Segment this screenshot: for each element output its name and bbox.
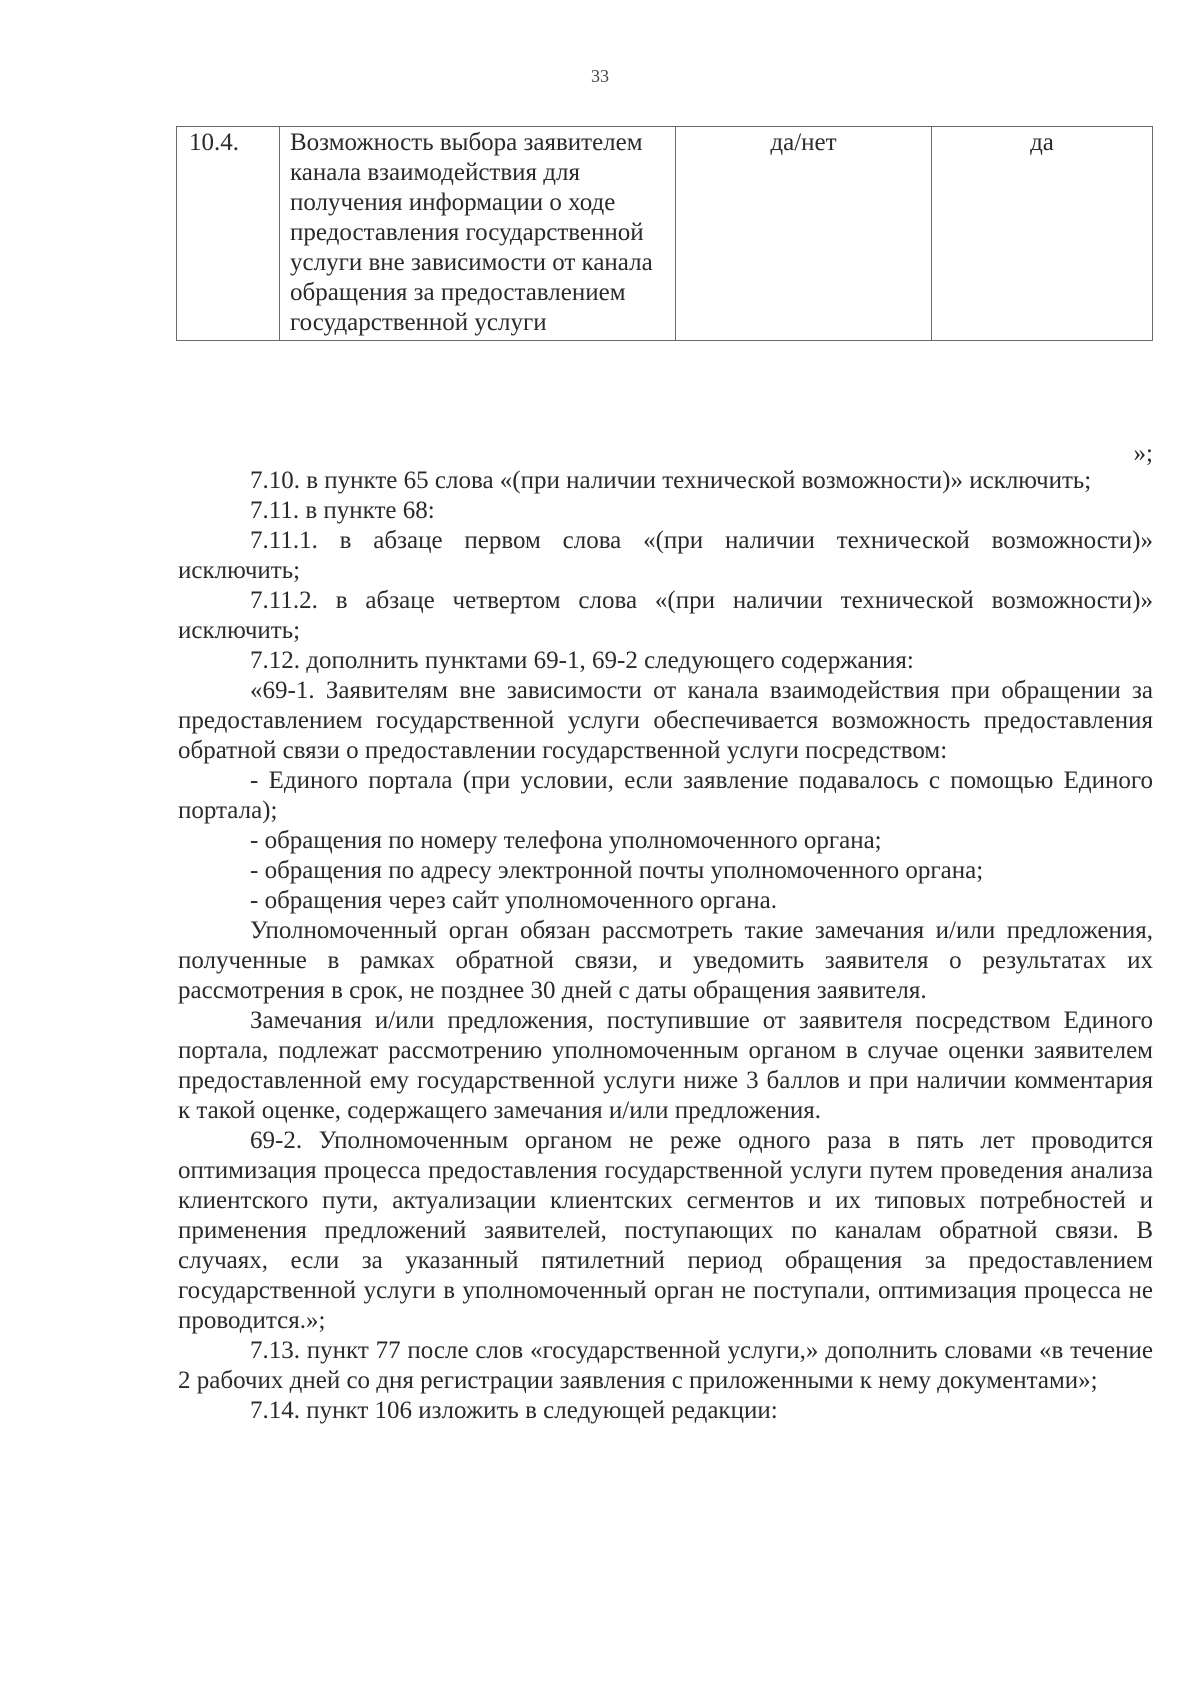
- paragraph-obligation: Уполномоченный орган обязан рассмотреть такие замечания и/или предложения, полученные в рамках обратной связи, и уведомить заявителя о результатах их рассмотрения в срок, не позднее 30 дней с даты обращения заявителя.: [178, 917, 1153, 1004]
- paragraph-7-11-2: 7.11.2. в абзаце четвертом слова «(при наличии технической возможности)» исключить;: [178, 587, 1153, 644]
- page-number: 33: [591, 66, 609, 86]
- list-item-portal: - Единого портала (при условии, если заявление подавалось с помощью Единого портала);: [178, 767, 1153, 824]
- closing-quote: »;: [1133, 440, 1153, 467]
- paragraph-7-13: 7.13. пункт 77 после слов «государственной услуги,» дополнить словами «в течение 2 рабочих дней со дня регистрации заявления с приложенными к нему документами»;: [178, 1337, 1153, 1394]
- list-item-phone: - обращения по номеру телефона уполномоченного органа;: [250, 827, 882, 854]
- row-unit-cell: да/нет: [676, 127, 932, 341]
- table-row: [177, 127, 1153, 341]
- paragraph-7-14: 7.14. пункт 106 изложить в следующей редакции:: [250, 1397, 778, 1424]
- paragraph-69-1: «69-1. Заявителям вне зависимости от канала взаимодействия при обращении за предоставлением государственной услуги обеспечивается возможность предоставления обратной связи о предоставлении государственной услуги посредством:: [178, 677, 1153, 764]
- requirements-table: [176, 126, 1153, 341]
- list-item-email: - обращения по адресу электронной почты уполномоченного органа;: [250, 857, 984, 884]
- list-item-website: - обращения через сайт уполномоченного органа.: [250, 887, 777, 914]
- paragraph-69-2: 69-2. Уполномоченным органом не реже одного раза в пять лет проводится оптимизация процесса предоставления государственной услуги путем проведения анализа клиентского пути, актуализации клиентских сегментов и их типовых потребностей и применения предложений заявителей, поступающих по каналам обратной связи. В случаях, если за указанный пятилетний период обращения за предоставлением государственной услуги в уполномоченный орган не поступали, оптимизация процесса не проводится.»;: [178, 1127, 1153, 1334]
- paragraph-7-12: 7.12. дополнить пунктами 69-1, 69-2 следующего содержания:: [250, 647, 914, 674]
- document-body: [178, 466, 1153, 1426]
- row-value-cell: да: [932, 127, 1153, 341]
- row-number-cell: 10.4.: [177, 127, 280, 341]
- row-description-cell: Возможность выбора заявителем канала взаимодействия для получения информации о ходе предоставления государственной услуги вне зависимости от канала обращения за предоставлением государственной услуги: [280, 127, 676, 341]
- paragraph-7-11-1: 7.11.1. в абзаце первом слова «(при наличии технической возможности)» исключить;: [178, 527, 1153, 584]
- paragraph-7-11: 7.11. в пункте 68:: [250, 497, 435, 524]
- paragraph-remarks: Замечания и/или предложения, поступившие от заявителя посредством Единого портала, подлежат рассмотрению уполномоченным органом в случае оценки заявителем предоставленной ему государственной услуги ниже 3 баллов и при наличии комментария к такой оценке, содержащего замечания и/или предложения.: [178, 1007, 1153, 1124]
- paragraph-7-10: 7.10. в пункте 65 слова «(при наличии технической возможности)» исключить;: [250, 467, 1092, 494]
